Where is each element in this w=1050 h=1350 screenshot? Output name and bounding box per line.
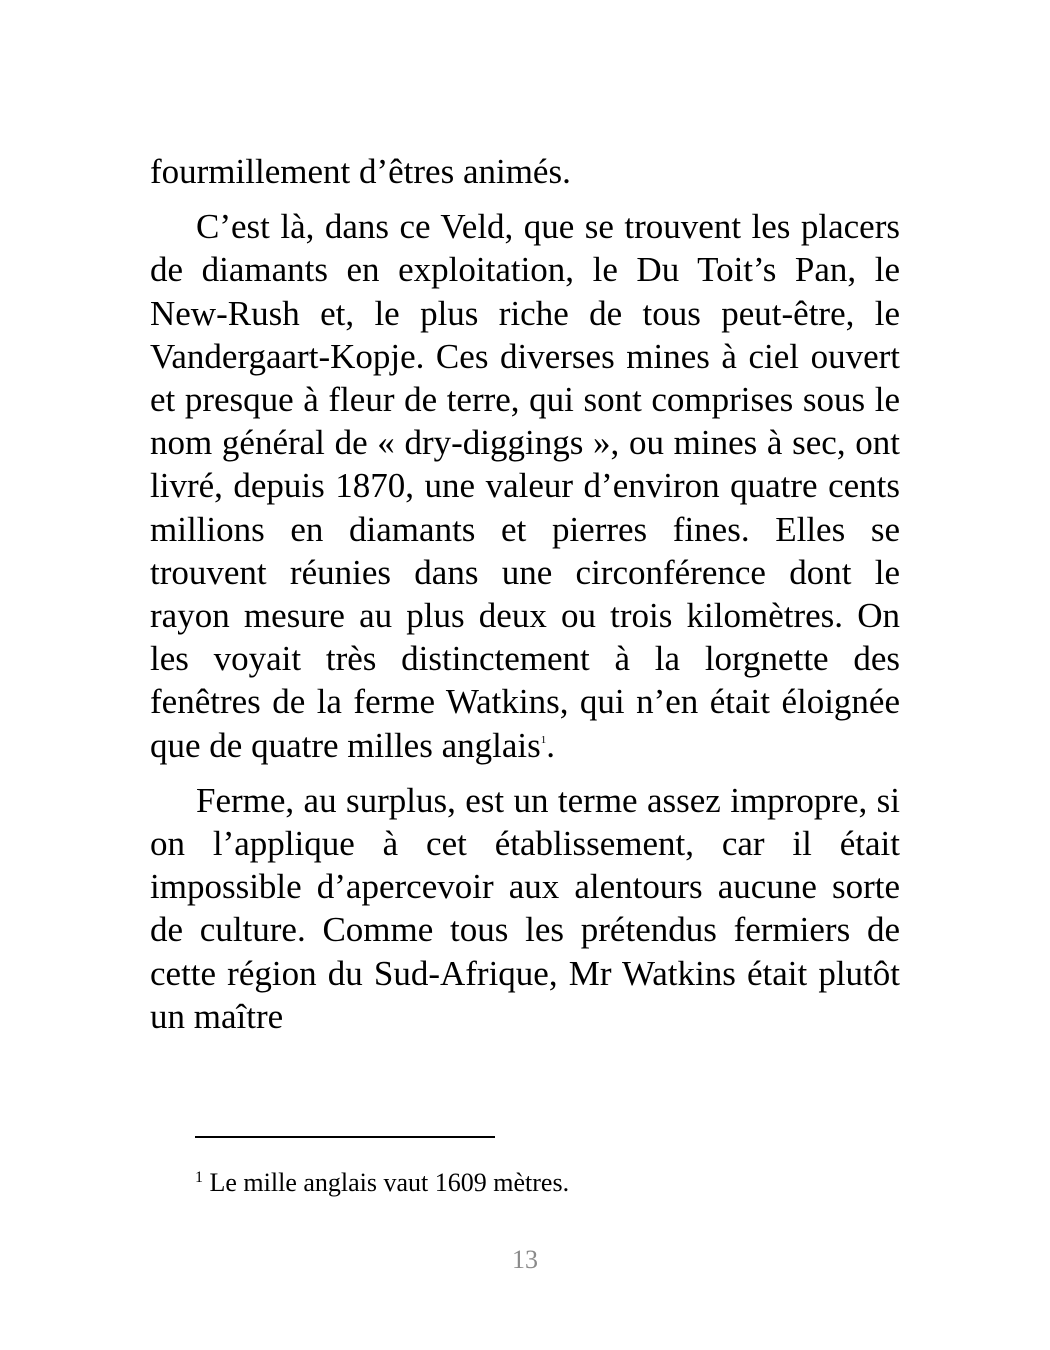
paragraph-veld-end: . — [546, 725, 555, 765]
footnote — [195, 1166, 900, 1200]
footnote-reference[interactable]: 1 — [540, 733, 547, 746]
paragraph-veld — [150, 205, 900, 767]
footnote-text: Le mille anglais vaut 1609 mètres. — [203, 1168, 570, 1197]
page-body — [150, 150, 900, 1038]
paragraph-ferme: Ferme, au surplus, est un terme assez impropre, si on l’applique à cet établissement, car il était impossible d’apercevoir aux alentours aucune sorte de culture. Comme tous les prétendus fermiers de cette région du Sud-Afrique, Mr Watkins était plutôt un maître — [150, 780, 900, 1036]
page-number: 13 — [512, 1245, 538, 1274]
footnote-divider — [195, 1136, 495, 1138]
footnote-marker: 1 — [195, 1169, 203, 1186]
paragraph-veld-text: C’est là, dans ce Veld, que se trouvent les placers de diamants en exploitation, le Du Toit’s Pan, le New-Rush et, le plus riche de tous peut-être, le Vandergaart-Kopje. Ces diverses mines à ciel ouvert et presque à fleur de terre, qui sont comprises sous le nom général de « dry-diggings », ou mines à sec, ont livré, depuis 1870, une valeur d’environ quatre cents millions en diamants et pierres fines. Elles se trouvent réunies dans une circonférence dont le rayon mesure au plus deux ou trois kilomètres. On les voyait très distinctement à la lorgnette des fenêtres de la ferme Watkins, qui n’en était éloignée que de quatre milles anglais — [150, 207, 900, 765]
paragraph-continuation: fourmillement d’êtres animés. — [150, 152, 571, 191]
